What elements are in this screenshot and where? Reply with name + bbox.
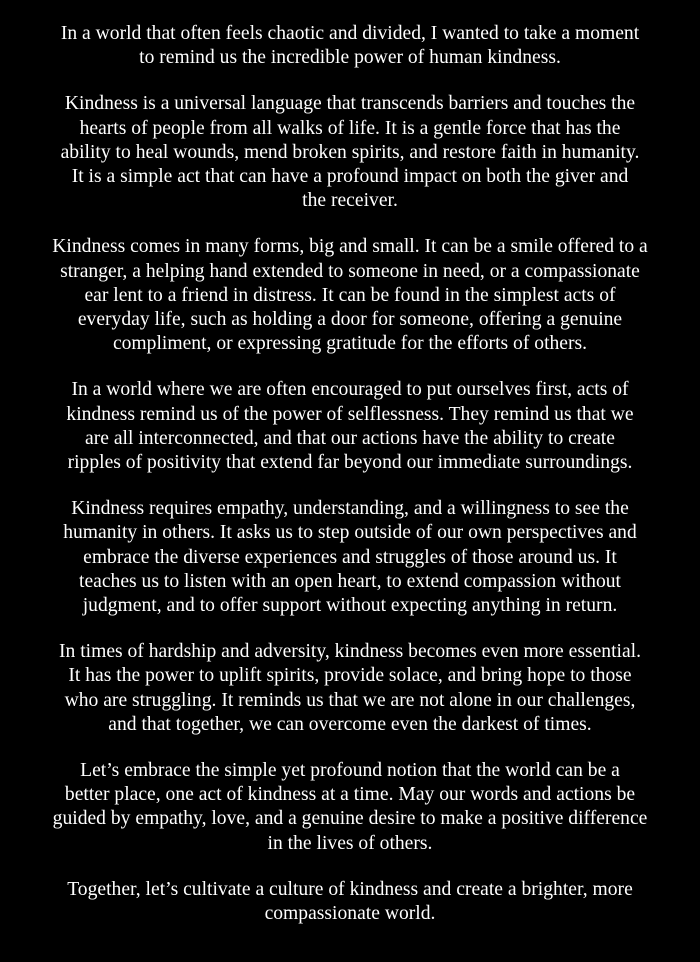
text-line: Let’s embrace the simple yet profound notion that the world can be a (80, 760, 620, 782)
text-line: judgment, and to offer support without expecting anything in return. (82, 595, 618, 617)
paragraph-empathy (8, 497, 692, 618)
text-line: Together, let’s cultivate a culture of kindness and create a brighter, more (67, 878, 633, 900)
text-line: stranger, a helping hand extended to someone in need, or a compassionate (60, 260, 640, 282)
text-line: compliment, or expressing gratitude for the efforts of others. (112, 333, 588, 355)
paragraph-intro (8, 22, 692, 70)
paragraph-closing (8, 878, 692, 926)
text-line: It has the power to uplift spirits, provide solace, and bring hope to those (68, 665, 632, 687)
paragraph-universal-language (8, 92, 692, 213)
text-line: teaches us to listen with an open heart, to extend compassion without (79, 570, 621, 592)
text-line: to remind us the incredible power of human kindness. (139, 47, 561, 69)
text-line: hearts of people from all walks of life. It is a gentle force that has the (79, 117, 621, 139)
text-line: In a world that often feels chaotic and divided, I wanted to take a moment (60, 23, 640, 44)
text-line: compassionate world. (264, 903, 436, 925)
text-line: It is a simple act that can have a profound impact on both the giver and (71, 166, 629, 188)
text-line: embrace the diverse experiences and struggles of those around us. It (83, 546, 617, 568)
text-line: who are struggling. It reminds us that we are not alone in our challenges, (64, 689, 636, 711)
text-line: In a world where we are often encouraged to put ourselves first, acts of (71, 379, 629, 401)
text-line: and that together, we can overcome even the darkest of times. (108, 713, 592, 735)
paragraph-selflessness (8, 378, 692, 475)
text-line: ear lent to a friend in distress. It can be found in the simplest acts of (84, 284, 616, 306)
text-line: humanity in others. It asks us to step outside of our own perspectives and (63, 522, 637, 544)
text-line: In times of hardship and adversity, kindness becomes even more essential. (58, 641, 642, 663)
paragraph-many-forms (8, 235, 692, 356)
text-line: ripples of positivity that extend far beyond our immediate surroundings. (67, 452, 633, 474)
text-line: in the lives of others. (267, 832, 433, 854)
text-line: the receiver. (302, 190, 398, 212)
text-line: Kindness comes in many forms, big and small. It can be a smile offered to a (52, 236, 648, 258)
paragraph-hardship (8, 640, 692, 737)
text-line: ability to heal wounds, mend broken spirits, and restore faith in humanity. (60, 141, 640, 163)
text-line: kindness remind us of the power of selflessness. They remind us that we (66, 403, 634, 425)
paragraph-embrace (8, 759, 692, 856)
text-line: Kindness requires empathy, understanding, and a willingness to see the (71, 498, 629, 520)
text-line: everyday life, such as holding a door for someone, offering a genuine (77, 309, 623, 331)
text-line: are all interconnected, and that our actions have the ability to create (85, 427, 615, 449)
text-line: better place, one act of kindness at a time. May our words and actions be (64, 784, 636, 806)
text-line: Kindness is a universal language that transcends barriers and touches the (64, 93, 636, 115)
text-line: guided by empathy, love, and a genuine desire to make a positive difference (52, 808, 648, 830)
